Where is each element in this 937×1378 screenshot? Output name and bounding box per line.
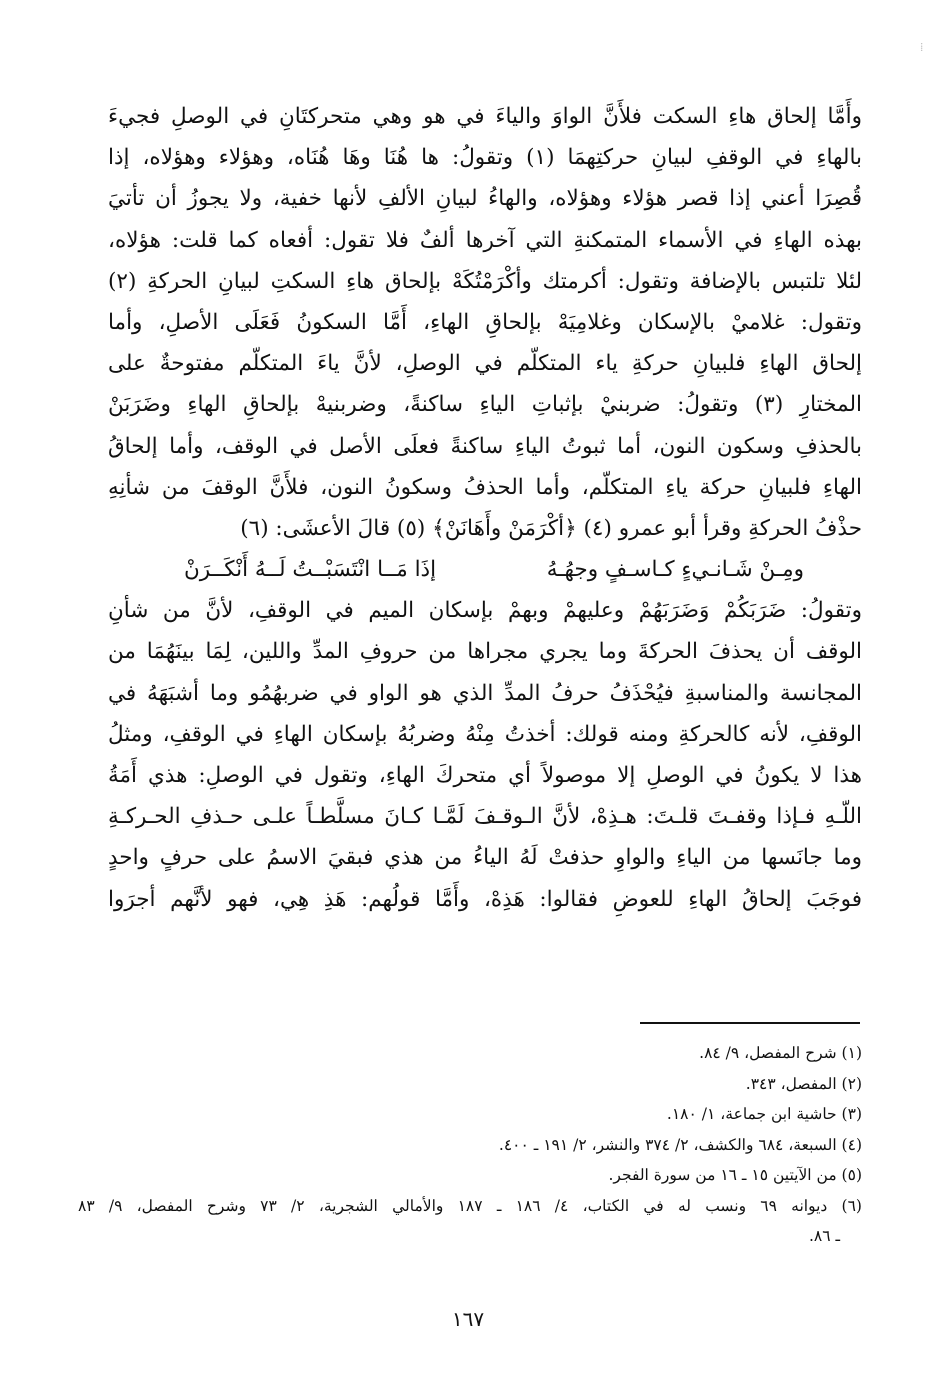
text-line: الهاءِ فلبيانِ حركة ياءِ المتكلّم، وأما الحذفُ وسكونُ النون، فلأَنَّ الوقفَ من شأنِهِ [108, 474, 862, 500]
footnote: (٦) ديوانه ٦٩ ونسب له في الكتاب، ٤/ ١٨٦ ـ ١٨٧ والأمالي الشجرية، ٢/ ٧٣ وشرح المفصل، ٩/ ٨٣ [78, 1196, 862, 1215]
text-line: بالحذفِ وسكون النون، أما ثبوتُ الياءِ ساكنةً فعلَى الأصل في الوقف، وأما إلحاقُ [108, 433, 862, 459]
footnote: (٣) حاشية ابن جماعة، ١/ ١٨٠. [666, 1105, 862, 1123]
text-line: وأَمَّا إلحاق هاءِ السكت فلأَنَّ الواوَ والياءَ في هو وهي متحركتَانِ في الوصلِ فجيءَ [108, 104, 862, 129]
text-line: وتقولُ: ضَرَبَكُمْ وَضَرَبَهُمْ وعليهمْ وبهمْ بإسكان الميم في الوقفِ، لأنَّ من شأنِ [108, 598, 862, 624]
text-line: الوقف أن يحذفَ الحركةَ وما يجري مجراها من حروفِ المدِّ واللين، لِمَا بينَهُمَا من [108, 639, 862, 665]
text-line: إلحاق الهاءِ فلبيانِ حركةِ ياء المتكلّم في الوصلِ، لأنَّ ياءَ المتكلّم مفتوحةٌ على [108, 351, 862, 377]
text-line: بالهاءِ في الوقفِ لبيانِ حركتِهمَا (١) وتقولُ: ها هُنَا وهَا هُنَاه، وهؤلاء وهؤلاه، إذا [108, 145, 862, 171]
verse-right-hemistich: ومِـنْ شَـانـيءٍ كـاسـفٍ وجهُـهُ [546, 557, 804, 583]
text-line: الوقفِ، لأنه كالحركةِ ومنه قولك: أخذتُ مِنْهُ وضربُهُ بإسكان الهاءِ في الوقفِ، ومثلُ [108, 721, 862, 747]
footnote: (٢) المفصل، ٣٤٣. [745, 1074, 862, 1093]
footnote-divider [640, 1022, 860, 1024]
footnote: (١) شرح المفصل، ٩/ ٨٤. [699, 1044, 862, 1062]
text-line: وما جانَسها من الياءِ والواوِ حذفتْ لَهُ الياءُ من هذي فبقيَ الاسمُ على حرفٍ واحدٍ [108, 845, 862, 871]
text-line: بهذه الهاءِ في الأسماء المتمكنةِ التي آخرها ألفٌ فلا تقول: أفعاه كما قلت: هؤلاه، [108, 227, 862, 253]
main-text [108, 96, 862, 920]
footnote: (٥) من الآيتين ١٥ ـ ١٦ من سورة الفجر. [608, 1166, 862, 1184]
scan-margin-mark: ⁞ [920, 40, 924, 54]
text-line: المجانسة والمناسبةِ فيُحْذَفُ حرفُ المدِّ الذي هو الواو في ضربهُمُو وما أشبَهَهُ في [108, 680, 862, 706]
text-line: اللّـهِ فـإذا وقفـتَ قلـتَ: هـذِهْ، لأنَّ الـوقـفَ لَمَّـا كـانَ مسلَّطـاً علـى حـذفِ الحـركـةِ [108, 804, 862, 830]
poetry-verse [108, 549, 862, 590]
text-line: فوجَبَ إلحاقُ الهاءِ للعوضِ فقالوا: هَذِهْ، وأَمَّا قولُهم: هَذِ هِي، فهو لأنَّهم أجرَوا [108, 886, 862, 912]
footnotes [78, 1038, 862, 1252]
text-line: المختارِ (٣) وتقولُ: ضربنيْ بإثباتِ الياءِ ساكنةً، وضربنيهْ بإلحاقِ الهاءِ وضَرَبَنْ [108, 392, 862, 418]
text-line: لئلا تلتبس بالإضافة وتقول: أكرمتك وأكْرَمْتُكَهْ بإلحاق هاءِ السكتِ لبيانِ الحركةِ (٢) [108, 268, 862, 294]
footnote-continuation: ـ ٨٦. [808, 1227, 840, 1245]
text-line: قُصِرَا أعني إذا قصر هؤلاء وهؤلاه، والهاءُ لبيانِ الألفِ لأنها خفية، ولا يجوزُ أن تأتيَ [108, 186, 862, 212]
text-line: حذْفُ الحركةِ وقرأ أبو عمرو (٤) ﴿أكْرَمَنْ وأَهَانَنْ﴾ (٥) قالَ الأعشَى: (٦) [240, 515, 862, 541]
text-line: وتقول: غلاميْ بالإسكان وغلامِيَهْ بإلحاقِ الهاءِ، أَمَّا السكونُ فَعَلَى الأصلِ، وأما [108, 309, 862, 335]
footnote: (٤) السبعة، ٦٨٤ والكشف، ٢/ ٣٧٤ والنشر، ٢/ ١٩١ ـ ٤٠٠. [498, 1135, 862, 1154]
page-number: ١٦٧ [451, 1307, 485, 1331]
text-line: هذا لا يكونُ في الوصلِ إلا موصولاً أي متحركَ الهاءِ، وتقول في الوصلِ: هذي أَمَةُ [108, 763, 862, 788]
verse-left-hemistich: إذَا مَــا انْتَسَبْــتُ لَــهُ أَنْكَــرَنْ [184, 557, 437, 583]
